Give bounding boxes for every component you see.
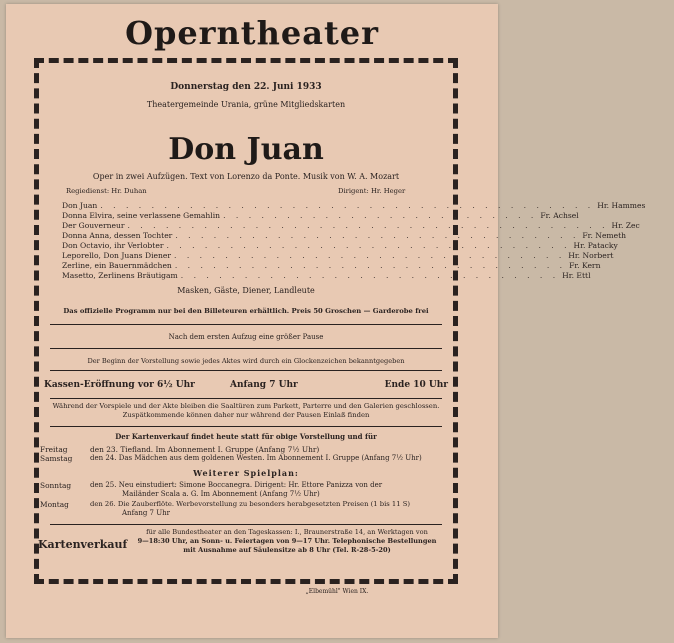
cast-actor: Hr. Patacky: [573, 241, 618, 250]
divider: [50, 324, 442, 325]
cast-actor: Fr. Achsel: [540, 211, 579, 220]
schedule-entry: den 26. Die Zauberflöte. Werbevorstellung zu besonders herabgesetzten Preisen (1 bis 11 S): [90, 500, 411, 508]
cast-actor: Fr. Nemeth: [582, 231, 627, 240]
cast-row: [62, 221, 640, 230]
playbill-content: [38, 68, 646, 574]
cast-role: Leporello, Don Juans Diener: [62, 251, 172, 260]
printer-credit: „Elbemühl" Wien IX.: [305, 588, 369, 595]
cast-actor: Hr. Ettl: [562, 271, 591, 280]
cast-row: [62, 261, 601, 270]
leader-dots: . . . . . . . . . . . . . . . . . . . . . . . . . . . . . . .: [174, 261, 567, 270]
schedule-day: Freitag: [40, 445, 68, 454]
cast-actor: Hr. Norbert: [568, 251, 614, 260]
date-line: Donnerstag den 22. Juni 1933: [170, 82, 322, 92]
program-note: Das offizielle Programm nur bei den Billeteuren erhältlich. Preis 50 Groschen — Garderobe frei: [63, 307, 429, 315]
cast-actor: Hr. Zec: [611, 221, 640, 230]
cast-role: Don Octavio, ihr Verlobter: [62, 241, 164, 250]
schedule-entry: Anfang 7 Uhr: [122, 509, 170, 517]
cast-role: Der Gouverneur: [62, 221, 125, 230]
conductor-credit: Dirigent: Hr. Heger: [338, 187, 406, 195]
schedule-day: Montag: [40, 500, 69, 509]
extras-line: Masken, Gäste, Diener, Landleute: [177, 286, 315, 295]
ticket-info-line: für alle Bundestheater an den Tageskassen: I., Braunerstraße 14, an Werktagen von: [146, 528, 428, 536]
audience-line: Theatergemeinde Urania, grüne Mitgliedskarten: [146, 100, 346, 109]
cast-role: Donna Anna, dessen Tochter: [62, 231, 173, 240]
opera-subtitle: Oper in zwei Aufzügen. Text von Lorenzo da Ponte. Musik von W. A. Mozart: [92, 172, 400, 181]
pause-note: Nach dem ersten Aufzug eine größer Pause: [168, 333, 324, 341]
cast-role: Don Juan: [62, 201, 98, 210]
leader-dots: . . . . . . . . . . . . . . . . . . . . . . . . . . . . . . . . . . . . . .: [127, 221, 609, 230]
cast-role: Donna Elvira, seine verlassene Gemahlin: [62, 211, 221, 220]
doors-note: Während der Vorspiele und der Akte bleiben die Saaltüren zum Parkett, Parterre und den Galerien geschlossen. Zuspätkommende können daher nur während der Pausen Einlaß finden: [52, 402, 440, 419]
cast-row: [62, 251, 614, 260]
theater-title: Operntheater: [125, 14, 379, 52]
divider: [50, 348, 442, 349]
schedule-entry: den 24. Das Mädchen aus dem goldenen Westen. Im Abonnement I. Gruppe (Anfang 7½ Uhr): [90, 454, 422, 462]
leader-dots: . . . . . . . . . . . . . . . . . . . . . . . . . . . . . .: [180, 271, 560, 280]
cast-role: Zerline, ein Bauernmädchen: [62, 261, 172, 270]
bell-note: Der Beginn der Vorstellung sowie jedes Aktes wird durch ein Glockenzeichen bekanntgegeben: [87, 357, 405, 365]
schedule-entry: Mailänder Scala a. G. Im Abonnement (Anfang 7½ Uhr): [122, 490, 320, 498]
schedule-day: Samstag: [40, 454, 73, 463]
cast-actor: Fr. Kern: [569, 261, 601, 270]
cast-row: [62, 241, 618, 250]
box-office-time: Kassen-Eröffnung vor 6½ Uhr: [44, 380, 195, 390]
further-schedule-heading: Weiterer Spielplan:: [193, 468, 299, 478]
divider: [50, 370, 442, 371]
divider: [50, 524, 442, 525]
cast-row: [62, 271, 591, 280]
leader-dots: . . . . . . . . . . . . . . . . . . . . . . . . . . . . . . . .: [175, 231, 580, 240]
cast-actor: Hr. Hammes: [597, 201, 646, 210]
ticket-info-line: mit Ausnahme auf Säulensitze ab 8 Uhr (Tel. R-28-5-20): [183, 546, 391, 554]
leader-dots: . . . . . . . . . . . . . . . . . . . . . . . . . . . . . . . .: [166, 241, 571, 250]
leader-dots: . . . . . . . . . . . . . . . . . . . . . . . . . . . . . . . . . . . . . . .: [100, 201, 595, 210]
leader-dots: . . . . . . . . . . . . . . . . . . . . . . . . .: [223, 211, 538, 220]
schedule-entry: den 23. Tiefland. Im Abonnement I. Gruppe (Anfang 7½ Uhr): [90, 445, 320, 454]
schedule-entry: den 25. Neu einstudiert: Simone Boccanegra. Dirigent: Hr. Ettore Panizza von der: [90, 481, 383, 489]
cast-role: Masetto, Zerlinens Bräutigam: [62, 271, 178, 280]
divider: [50, 426, 442, 427]
start-time: Anfang 7 Uhr: [230, 380, 298, 390]
ticket-sale-note: Der Kartenverkauf findet heute statt für obige Vorstellung und für: [115, 432, 377, 441]
cast-row: [62, 211, 579, 220]
cast-row: [62, 231, 627, 240]
ticket-sale-label: Kartenverkauf: [38, 538, 128, 551]
schedule-day: Sonntag: [40, 481, 72, 490]
divider: [50, 398, 442, 399]
leader-dots: . . . . . . . . . . . . . . . . . . . . . . . . . . . . . . .: [174, 251, 566, 260]
ticket-info-line: 9—18:30 Uhr, an Sonn- u. Feiertagen von 9—17 Uhr. Telephonische Bestellungen: [137, 537, 437, 545]
end-time: Ende 10 Uhr: [384, 380, 448, 390]
direction-credit: Regiedienst: Hr. Duhan: [66, 187, 147, 195]
cast-row: [62, 201, 646, 210]
opera-title: Don Juan: [168, 132, 324, 167]
